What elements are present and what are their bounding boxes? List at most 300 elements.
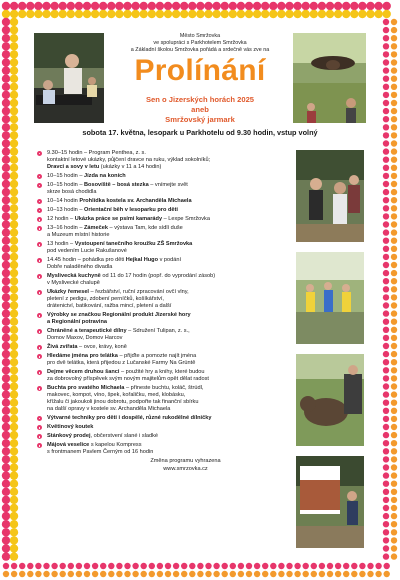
border-dot: [84, 571, 90, 577]
border-dot: [238, 571, 244, 577]
program-item-text: Domov Maxov, Domov Harcov: [47, 335, 123, 342]
border-dot: [34, 10, 42, 18]
bullet-icon: [37, 208, 42, 213]
border-dot: [10, 123, 18, 131]
border-dot: [391, 335, 397, 341]
border-dot: [391, 424, 397, 430]
border-dot: [196, 10, 204, 18]
bullet-icon: [37, 242, 42, 247]
border-dot: [10, 285, 18, 293]
border-dot: [132, 563, 138, 569]
border-dot: [383, 553, 389, 559]
border-dot: [10, 228, 18, 236]
border-dot: [293, 2, 301, 10]
border-dot: [342, 2, 350, 10]
border-dot: [2, 2, 10, 10]
border-dot: [383, 270, 389, 276]
border-dot: [391, 84, 397, 90]
border-dot: [123, 2, 131, 10]
border-dot: [10, 34, 18, 42]
border-dot: [18, 2, 26, 10]
border-dot: [10, 156, 18, 164]
border-dot: [391, 294, 397, 300]
subtitle-line: Sen o Jizerských horách 2025: [145, 95, 255, 104]
border-dot: [285, 2, 293, 10]
border-dot: [27, 571, 33, 577]
border-dot: [2, 91, 10, 99]
organizer-intro: [96, 33, 304, 54]
border-dot: [140, 10, 148, 18]
border-dot: [173, 563, 179, 569]
border-dot: [108, 571, 114, 577]
border-dot: [335, 571, 341, 577]
border-dot: [383, 400, 389, 406]
border-dot: [68, 571, 74, 577]
border-dot: [253, 2, 261, 10]
border-dot: [294, 563, 300, 569]
border-dot: [149, 571, 155, 577]
program-item-text: Dobře naladěného divadla: [47, 264, 113, 271]
program-item-line: [47, 376, 294, 383]
border-dot: [238, 563, 244, 569]
border-dot: [383, 221, 389, 227]
border-dot: [188, 2, 196, 10]
border-dot: [10, 293, 18, 301]
border-dot: [261, 10, 269, 18]
program-item-text: – vnímejte svět: [148, 182, 188, 188]
border-dot: [391, 205, 397, 211]
program-item-highlight: Výtvarné techniky pro děti i dospělé, různé rukodělné dílničky: [47, 415, 212, 422]
border-dot: [391, 59, 397, 65]
border-dot: [68, 563, 74, 569]
border-dot: [2, 350, 10, 358]
border-dot: [2, 237, 10, 245]
border-dot: [391, 43, 397, 49]
border-dot: [10, 66, 18, 74]
border-dot: [83, 10, 91, 18]
border-dot: [383, 140, 389, 146]
border-dot: [383, 67, 389, 73]
border-dot: [383, 440, 389, 446]
border-dot: [2, 366, 10, 374]
border-dot: [2, 439, 10, 447]
border-dot: [124, 571, 130, 577]
program-item: [37, 433, 294, 440]
border-dot: [164, 10, 172, 18]
border-dot: [10, 399, 18, 407]
border-dot: [197, 563, 203, 569]
border-dot: [60, 571, 66, 577]
border-dot: [391, 464, 397, 470]
border-dot: [383, 59, 389, 65]
border-dot: [2, 253, 10, 261]
border-dot: [383, 537, 389, 543]
border-dot: [10, 382, 18, 390]
border-dot: [10, 455, 18, 463]
border-dot: [221, 10, 229, 18]
border-dot: [10, 10, 18, 18]
border-dot: [2, 536, 10, 544]
program-item-text: pod vedením Lucie Rakušanové: [47, 248, 127, 255]
border-dot: [131, 2, 139, 10]
border-dot: [10, 107, 18, 115]
border-dot: [181, 571, 187, 577]
border-dot: [269, 10, 277, 18]
border-dot: [67, 10, 75, 18]
border-dot: [391, 529, 397, 535]
border-dot: [246, 571, 252, 577]
program-item-text: 13 hodin –: [47, 241, 75, 248]
border-dot: [229, 2, 237, 10]
border-dot: [222, 571, 228, 577]
border-dot: [107, 2, 115, 10]
border-dot: [10, 439, 18, 447]
bullet-icon: [37, 370, 42, 375]
border-dot: [18, 10, 26, 18]
program-item-text: , občerstvení slané i sladké: [90, 433, 159, 440]
border-dot: [189, 571, 195, 577]
border-dot: [2, 34, 10, 42]
border-dot: [383, 489, 389, 495]
border-dot: [366, 2, 374, 10]
border-dot: [383, 189, 389, 195]
border-dot: [10, 18, 18, 26]
border-dot: [286, 563, 292, 569]
border-dot: [99, 10, 107, 18]
program-item: [37, 312, 294, 326]
program-item-text: s frontmanem Pavlem Černým od 16 hodin: [47, 449, 154, 456]
organizer-line: ve spolupráci s Parkhotelem Smržovka: [153, 40, 247, 46]
border-dot: [2, 285, 10, 293]
border-dot: [10, 342, 18, 350]
border-dot: [383, 529, 389, 535]
program-item: [37, 385, 294, 413]
program-item: [37, 225, 294, 239]
border-dot: [107, 10, 115, 18]
border-dot: [262, 571, 268, 577]
border-dot: [123, 10, 131, 18]
program-item-highlight: Výrobky se značkou Regionální produkt Jizerské hory: [47, 312, 191, 319]
border-dot: [2, 342, 10, 350]
border-dot: [374, 2, 382, 10]
border-dot: [384, 563, 390, 569]
border-dot: [10, 83, 18, 91]
border-dot: [10, 91, 18, 99]
border-dot: [383, 157, 389, 163]
border-dot: [164, 2, 172, 10]
border-dot: [391, 481, 397, 487]
program-item-highlight: Dravci a sovy v letu: [47, 163, 100, 170]
border-dot: [26, 2, 34, 10]
program-item-line: [47, 328, 294, 335]
program-item-highlight: Orientační běh v lesoparku pro děti: [84, 207, 178, 214]
border-dot: [2, 407, 10, 415]
border-dot: [2, 115, 10, 123]
border-dot: [391, 400, 397, 406]
border-dot: [303, 563, 309, 569]
border-dot: [391, 19, 397, 25]
border-dot: [366, 10, 374, 18]
bullet-icon: [37, 274, 42, 279]
border-dot: [351, 563, 357, 569]
border-dot: [10, 528, 18, 536]
border-dot: [172, 10, 180, 18]
border-dot: [10, 309, 18, 317]
border-dot: [10, 277, 18, 285]
border-dot: [391, 148, 397, 154]
program-item-line: [47, 257, 294, 264]
border-dot: [99, 2, 107, 10]
border-dot: [391, 319, 397, 325]
program-item: [37, 182, 294, 196]
border-dot: [383, 343, 389, 349]
border-dot: [10, 58, 18, 66]
border-dot: [2, 455, 10, 463]
program-item-line: drátenictví, batikování, ražba mincí, pletení a další: [47, 303, 172, 310]
program-item-text: 13–16 hodin –: [47, 225, 85, 232]
border-dot: [383, 424, 389, 430]
program-item-line: [47, 207, 294, 214]
border-dot: [383, 359, 389, 365]
border-dot: [383, 481, 389, 487]
border-dot: [148, 10, 156, 18]
border-dot: [10, 269, 18, 277]
border-dot: [2, 447, 10, 455]
border-dot: [213, 571, 219, 577]
border-dot: [383, 472, 389, 478]
border-dot: [245, 2, 253, 10]
border-dot: [383, 254, 389, 260]
border-dot: [50, 2, 58, 10]
border-dot: [286, 571, 292, 577]
border-dot: [391, 189, 397, 195]
border-dot: [2, 156, 10, 164]
border-dot: [351, 571, 357, 577]
border-dot: [285, 10, 293, 18]
program-item-line: [47, 225, 294, 232]
border-dot: [11, 571, 17, 577]
border-dot: [350, 10, 358, 18]
border-dot: [310, 10, 318, 18]
border-dot: [318, 2, 326, 10]
program-item-line: a Regionální potravina: [47, 319, 107, 326]
program-item-text: 10–14 hodin: [47, 198, 80, 204]
border-dot: [197, 571, 203, 577]
border-dot: [10, 350, 18, 358]
border-dot: [269, 2, 277, 10]
border-dot: [10, 431, 18, 439]
subtitle-line: aneb: [191, 105, 209, 114]
border-dot: [10, 131, 18, 139]
border-dot: [383, 84, 389, 90]
border-dot: [2, 26, 10, 34]
border-dot: [10, 172, 18, 180]
border-dot: [2, 99, 10, 107]
border-dot: [391, 100, 397, 106]
border-dot: [2, 58, 10, 66]
border-dot: [391, 343, 397, 349]
border-dot: [10, 471, 18, 479]
border-dot: [10, 423, 18, 431]
border-dot: [383, 310, 389, 316]
border-dot: [383, 238, 389, 244]
border-dot: [180, 10, 188, 18]
border-dot: [51, 571, 57, 577]
border-dot: [165, 563, 171, 569]
border-dot: [10, 253, 18, 261]
border-dot: [108, 563, 114, 569]
border-dot: [383, 327, 389, 333]
border-dot: [11, 563, 17, 569]
program-item: [37, 150, 294, 171]
border-dot: [59, 10, 67, 18]
border-dot: [10, 212, 18, 220]
program-item: [37, 369, 294, 383]
border-dot: [383, 375, 389, 381]
border-dot: [343, 563, 349, 569]
program-item: [37, 216, 294, 223]
border-dot: [391, 359, 397, 365]
border-dot: [391, 262, 397, 268]
border-dot: [157, 563, 163, 569]
program-item-line: [47, 216, 294, 223]
border-dot: [222, 563, 228, 569]
program-item: [37, 415, 294, 422]
border-dot: [156, 2, 164, 10]
border-dot: [391, 513, 397, 519]
border-dot: [391, 456, 397, 462]
border-dot: [246, 563, 252, 569]
border-dot: [204, 2, 212, 10]
program-item-text: kontaktní letové ukázky, půjčení dravce na ruku, výklad sokolníků;: [47, 156, 211, 163]
border-dot: [2, 431, 10, 439]
border-dot: [2, 180, 10, 188]
border-dot: [2, 204, 10, 212]
border-dot: [10, 99, 18, 107]
border-dot: [278, 571, 284, 577]
bullet-icon: [37, 217, 42, 222]
bullet-icon: [37, 183, 42, 188]
border-dot: [10, 237, 18, 245]
border-dot: [254, 571, 260, 577]
border-dot: [75, 10, 83, 18]
subtitle-line: Smržovský jarmark: [165, 115, 235, 124]
border-dot: [10, 139, 18, 147]
border-dot: [10, 407, 18, 415]
border-dot: [391, 351, 397, 357]
border-dot: [383, 116, 389, 122]
border-dot: [383, 416, 389, 422]
bullet-icon: [37, 354, 42, 359]
border-dot: [391, 286, 397, 292]
border-dot: [391, 310, 397, 316]
border-dot: [391, 383, 397, 389]
program-item-highlight: Vystoupení tanečního kroužku ZŠ Smržovka: [74, 241, 193, 248]
program-item: [37, 353, 294, 367]
border-dot: [391, 124, 397, 130]
border-dot: [2, 496, 10, 504]
border-dot: [2, 196, 10, 204]
border-dot: [327, 571, 333, 577]
border-dot: [310, 2, 318, 10]
border-dot: [26, 10, 34, 18]
border-dot: [204, 10, 212, 18]
program-item-text: pletení z pedigu, zdobení perníčků, košíkářství,: [47, 296, 164, 303]
border-dot: [196, 2, 204, 10]
border-dot: [2, 358, 10, 366]
program-item-text: 9.30–15 hodin – Program Penthea, z. s.: [47, 150, 146, 156]
border-dot: [383, 181, 389, 187]
border-dot: [391, 254, 397, 260]
border-dot: [10, 204, 18, 212]
program-item-highlight: Bosovíště – bosá stezka: [84, 182, 149, 188]
program-item-highlight: Květinový koutek: [47, 424, 94, 431]
border-dot: [326, 2, 334, 10]
border-dot: [10, 180, 18, 188]
border-dot: [35, 563, 41, 569]
border-dot: [2, 552, 10, 560]
border-dot: [2, 131, 10, 139]
program-item-line: [47, 312, 294, 319]
border-dot: [391, 497, 397, 503]
border-dot: [116, 571, 122, 577]
organizer-line: a Základní školou Smržovka pořádá a srdečně vás zve na: [130, 47, 270, 53]
border-dot: [173, 571, 179, 577]
border-dot: [391, 173, 397, 179]
border-dot: [383, 100, 389, 106]
border-dot: [383, 148, 389, 154]
border-dot: [42, 2, 50, 10]
border-dot: [391, 521, 397, 527]
border-dot: [165, 571, 171, 577]
bullet-icon: [37, 226, 42, 231]
border-dot: [2, 75, 10, 83]
bullet-icon: [37, 329, 42, 334]
program-item-line: [47, 353, 294, 360]
bullet-icon: [37, 151, 42, 156]
border-dot: [391, 553, 397, 559]
border-dot: [367, 563, 373, 569]
border-dot: [383, 391, 389, 397]
border-dot: [180, 2, 188, 10]
program-item-line: [47, 182, 294, 189]
border-dot: [359, 571, 365, 577]
program-item: [37, 241, 294, 255]
program-item-line: [47, 198, 294, 205]
border-dot: [2, 463, 10, 471]
border-dot: [311, 571, 317, 577]
border-dot: [391, 35, 397, 41]
program-item-line: na další opravy v kostele sv. Archanděla Michaela: [47, 406, 171, 412]
border-dot: [34, 2, 42, 10]
program-item: [37, 198, 294, 205]
border-dot: [319, 571, 325, 577]
border-dot: [383, 35, 389, 41]
program-item-line: [47, 335, 294, 342]
border-dot: [27, 563, 33, 569]
border-dot: [2, 269, 10, 277]
program-item-text: – Sdružení Tulipan, z. s.,: [126, 328, 190, 335]
border-dot: [383, 43, 389, 49]
border-dot: [303, 571, 309, 577]
border-dot: [391, 165, 397, 171]
program-item-line: [47, 344, 294, 351]
border-dot: [391, 213, 397, 219]
border-dot: [10, 220, 18, 228]
program-item-text: 10–15 hodin –: [47, 172, 85, 179]
bullet-icon: [37, 443, 42, 448]
footer-website: www.smrzovka.cz: [163, 466, 208, 473]
